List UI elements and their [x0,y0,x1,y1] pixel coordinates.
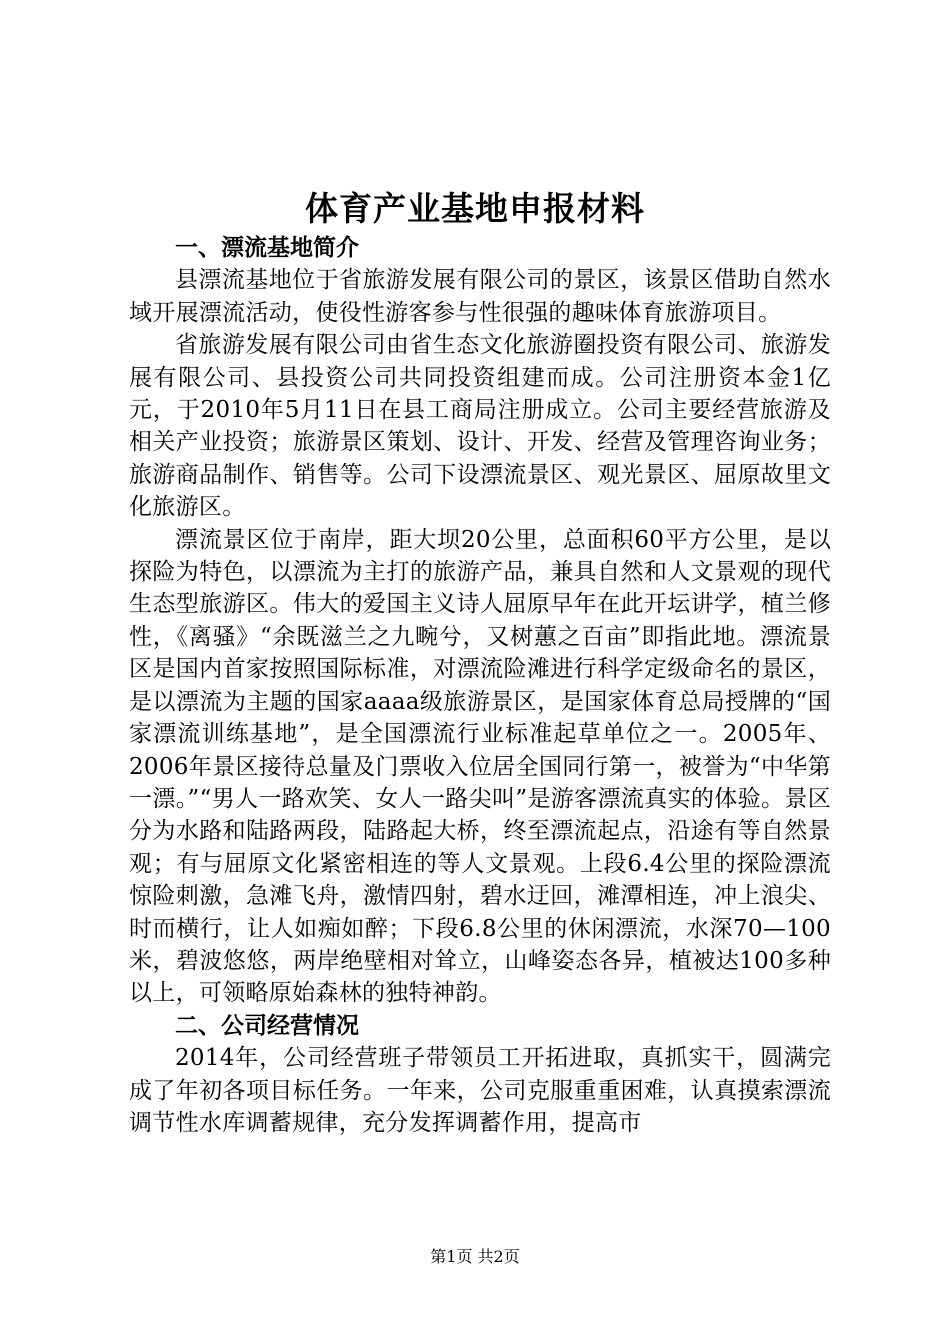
paragraph: 县漂流基地位于省旅游发展有限公司的景区，该景区借助自然水域开展漂流活动，使役性游客参与性很强的趣味体育旅游项目。 [129,267,831,326]
page-title: 体育产业基地申报材料 [305,189,645,228]
document-body [129,232,831,1139]
page-footer: 第1页 共2页 [430,1247,520,1266]
paragraph: 省旅游发展有限公司由省生态文化旅游圈投资有限公司、旅游发展有限公司、县投资公司共同投资组建而成。公司注册资本金1亿元，于2010年5月11日在县工商局注册成立。公司主要经营旅游及相关产业投资；旅游景区策划、设计、开发、经营及管理咨询业务；旅游商品制作、销售等。公司下设漂流景区、观光景区、屈原故里文化旅游区。 [129,332,831,521]
paragraph: 漂流景区位于南岸，距大坝20公里，总面积60平方公里，是以探险为特色，以漂流为主打的旅游产品，兼具自然和人文景观的现代生态型旅游区。伟大的爱国主义诗人屈原早年在此开坛讲学，植兰修性，《离骚》“余既滋兰之九畹兮，又树蕙之百亩”即指此地。漂流景区是国内首家按照国际标准，对漂流险滩进行科学定级命名的景区，是以漂流为主题的国家aaaa级旅游景区，是国家体育总局授牌的“国家漂流训练基地”，是全国漂流行业标准起草单位之一。2005年、2006年景区接待总量及门票收入位居全国同行第一，被誉为“中华第一漂。”“男人一路欢笑、女人一路尖叫”是游客漂流真实的体验。景区分为水路和陆路两段，陆路起大桥，终至漂流起点，沿途有等自然景观；有与屈原文化紧密相连的等人文景观。上段6.4公里的探险漂流惊险刺激，急滩飞舟，激情四射，碧水迂回，滩潭相连，冲上浪尖、时而横行，让人如痴如醉；下段6.8公里的休闲漂流，水深70—100米，碧波悠悠，两岸绝壁相对耸立，山峰姿态各异，植被达100多种以上，可领略原始森林的独特神韵。 [129,526,831,1007]
section-heading-operations: 二、公司经营情况 [175,1012,359,1039]
section-heading-intro: 一、漂流基地简介 [175,235,359,261]
paragraph: 2014年，公司经营班子带领员工开拓进取，真抓实干，圆满完成了年初各项目标任务。一年来，公司克服重重困难，认真摸索漂流调节性水库调蓄规律，充分发挥调蓄作用，提高市 [129,1045,831,1136]
